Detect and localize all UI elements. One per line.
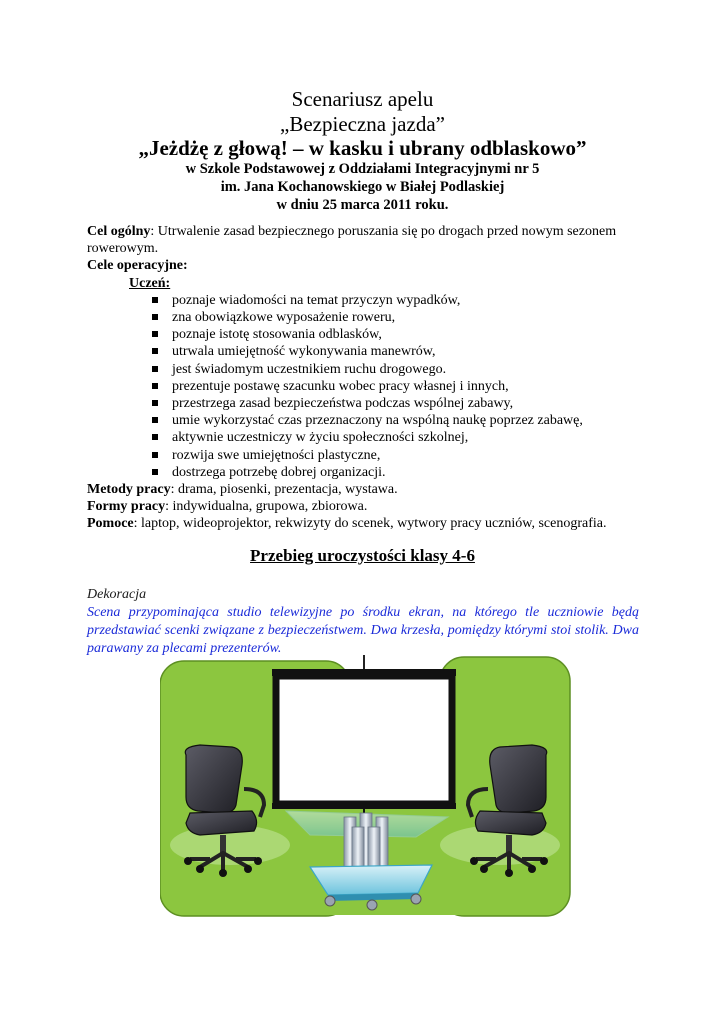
title-line-2: „Bezpieczna jazda” [280, 112, 445, 136]
projection-screen-icon [272, 655, 456, 823]
list-item: zna obowiązkowe wyposażenie roweru, [149, 309, 647, 326]
list-item: rozwija swe umiejętności plastyczne, [149, 447, 647, 464]
student-label-line [87, 275, 647, 292]
methods-text: : drama, piosenki, prezentacja, wystawa. [170, 482, 398, 498]
list-item: poznaje istotę stosowania odblasków, [149, 326, 647, 343]
list-item: przestrzega zasad bezpieczeństwa podczas wspólnej zabawy, [149, 395, 647, 412]
list-item: utrwala umiejętność wykonywania manewrów, [149, 343, 647, 360]
list-item: umie wykorzystać czas przeznaczony na wspólną naukę poprzez zabawę, [149, 412, 647, 429]
operational-goals-label: Cele operacyjne: [87, 258, 188, 274]
objectives-section [87, 223, 647, 533]
aids-label: Pomoce [87, 516, 134, 532]
forms-line [87, 498, 647, 515]
event-date: w dniu 25 marca 2011 roku. [276, 197, 449, 213]
aids-line [87, 515, 647, 532]
section-heading: Przebieg uroczystości klasy 4-6 [250, 546, 475, 565]
decoration-description: Scena przypominająca studio telewizyjne po środku ekran, na którego tle uczniowie będą przedstawiać scenki związane z bezpieczeństwem. Dwa krzesła, pomiędzy którymi stoi stolik. Dwa parawany za plecami prezenterów. [87, 605, 639, 656]
stage-illustration [160, 655, 572, 917]
goals-list [87, 292, 647, 481]
student-label: Uczeń: [129, 275, 171, 291]
list-item: aktywnie uczestniczy w życiu społeczności szkolnej, [149, 429, 647, 446]
decoration-section [87, 586, 639, 658]
title-line-3: „Jeżdżę z głową! – w kasku i ubrany odblaskowo” [138, 136, 587, 160]
list-item: poznaje wiadomości na temat przyczyn wypadków, [149, 292, 647, 309]
school-name: w Szkole Podstawowej z Oddziałami Integracyjnymi nr 5 [185, 161, 540, 177]
school-patron: im. Jana Kochanowskiego w Białej Podlaskiej [220, 179, 505, 195]
forms-label: Formy pracy [87, 499, 166, 515]
general-goal-text: : Utrwalenie zasad bezpiecznego poruszania się po drogach przed nowym sezonem rowerowym. [87, 224, 617, 257]
title-line-1: Scenariusz apelu [291, 87, 434, 111]
methods-line [87, 481, 647, 498]
list-item: jest świadomym uczestnikiem ruchu drogowego. [149, 361, 647, 378]
decoration-title: Dekoracja [87, 587, 147, 602]
list-item: dostrzega potrzebę dobrej organizacji. [149, 464, 647, 481]
aids-text: : laptop, wideoprojektor, rekwizyty do scenek, wytwory pracy uczniów, scenografia. [133, 516, 607, 532]
general-goal [87, 223, 647, 257]
list-item: prezentuje postawę szacunku wobec pracy własnej i innych, [149, 378, 647, 395]
forms-text: : indywidualna, grupowa, zbiorowa. [165, 499, 368, 515]
document-header [0, 86, 725, 214]
methods-label: Metody pracy [87, 482, 171, 498]
general-goal-label: Cel ogólny [87, 224, 151, 239]
